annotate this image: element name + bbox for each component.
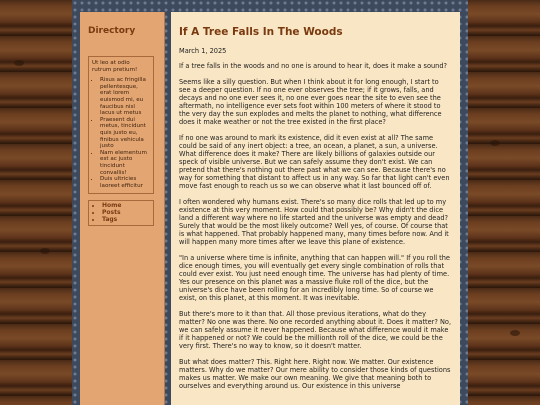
nav-link-posts[interactable]: • Posts: [102, 209, 150, 216]
sidebar-list-item: • Nam elementum est ac justo tincidunt convallis!: [100, 150, 150, 176]
post-paragraph: "In a universe where time is infinite, anything that can happen will." If you roll the dice enough times, you will eventually get every single combination of rolls that could ever exist. You just need enough time. The universe has had plenty of time. Yes our presence on this planet was a massive fluke roll of the dice, but the universe's dice have been rolling for an incredibly long time. So of course we exist, on this planet, at this moment. It was inevitable.: [179, 254, 450, 302]
post-paragraph: If no one was around to mark its existence, did it even exist at all? The same could be said of any inert object: a tree, an ocean, a planet, a sun, a universe. What difference does it make? There are likely billions of galaxies outside our speck of visible universe. But we can safely assume they don't exist. We can pretend that there's nothing out there past what we can see. Because there's no way for something that distant to affect us in any way. So far that light can't even move fast enough to reach us so we can observe what it last bounced off of.: [179, 134, 450, 190]
sidebar-intro: Ut leo at odio rutrum pretium!: [92, 60, 138, 73]
nav-link-home[interactable]: • Home: [102, 202, 150, 209]
wood-knot: [14, 60, 24, 66]
post-paragraph: Seems like a silly question. But when I think about it for long enough, I start to see a deeper question. If no one ever observes the tree; if it grows, falls, and decays and no one ever sees it, no one ever goes near the site to even see the aftermath, no intelligence ever sets foot within 100 meters of where it stood to the very day the sun explodes and melts the planet to nothing, what difference does it make weather or not the tree existed in the first place?: [179, 78, 442, 126]
sidebar-list: [92, 77, 150, 189]
sidebar-list-item: • Risus ac fringilla pellentesque, erat lorem euismod mi, eu faucibus nisl lacus ut metus: [100, 77, 150, 117]
post-date: March 1, 2025: [179, 47, 227, 55]
sidebar-list-item: • Praesent dui metus, tincidunt quis justo eu, finibus vehicula justo: [100, 117, 150, 150]
post-paragraph: If a tree falls in the woods and no one is around to hear it, does it make a sound?: [179, 62, 448, 70]
sidebar-heading: Directory: [88, 26, 136, 36]
post-paragraph: I often wondered why humans exist. There's so many dice rolls that led up to my existence at this very moment. How could that possibly be? Why didn't the dice land a different way where no life started and the universe was empty and dead? Surely that would be the most likely outcome? Well yes, of course. Of course that is what happened. That probably happened many, many times before now. And it will happen many more times after we leave this plane of existence.: [179, 198, 449, 246]
wood-knot: [490, 140, 500, 146]
nav-link-tags[interactable]: • Tags: [102, 216, 150, 223]
wood-knot: [40, 248, 50, 254]
sidebar: [80, 12, 165, 405]
sidebar-list-item: • Duis ultricies laoreet efficitur: [100, 176, 150, 189]
wood-knot: [510, 330, 520, 336]
post-paragraph: But what does matter? This. Right here. Right now. We matter. Our existence matters. Why do we matter? Our mere ability to consider those kinds of questions makes us matter. We make our own meaning. We give that meaning both to ourselves and everything around us. Our existence in this universe: [179, 358, 451, 390]
post-title: If A Tree Falls In The Woods: [179, 26, 343, 38]
post-paragraph: But there's more to it than that. All those previous iterations, what do they matter? No one was there. No one recorded anything about it. Does it matter? No, we can safely assume it never happened. Because what difference would it make if it happened or not? We could be the millionth roll of the dice, we could be the very first. There's no way to know, so it doesn't matter.: [179, 310, 452, 350]
main-content: [171, 12, 460, 405]
sidebar-nav: [88, 200, 154, 226]
sidebar-text-box: [88, 56, 154, 194]
